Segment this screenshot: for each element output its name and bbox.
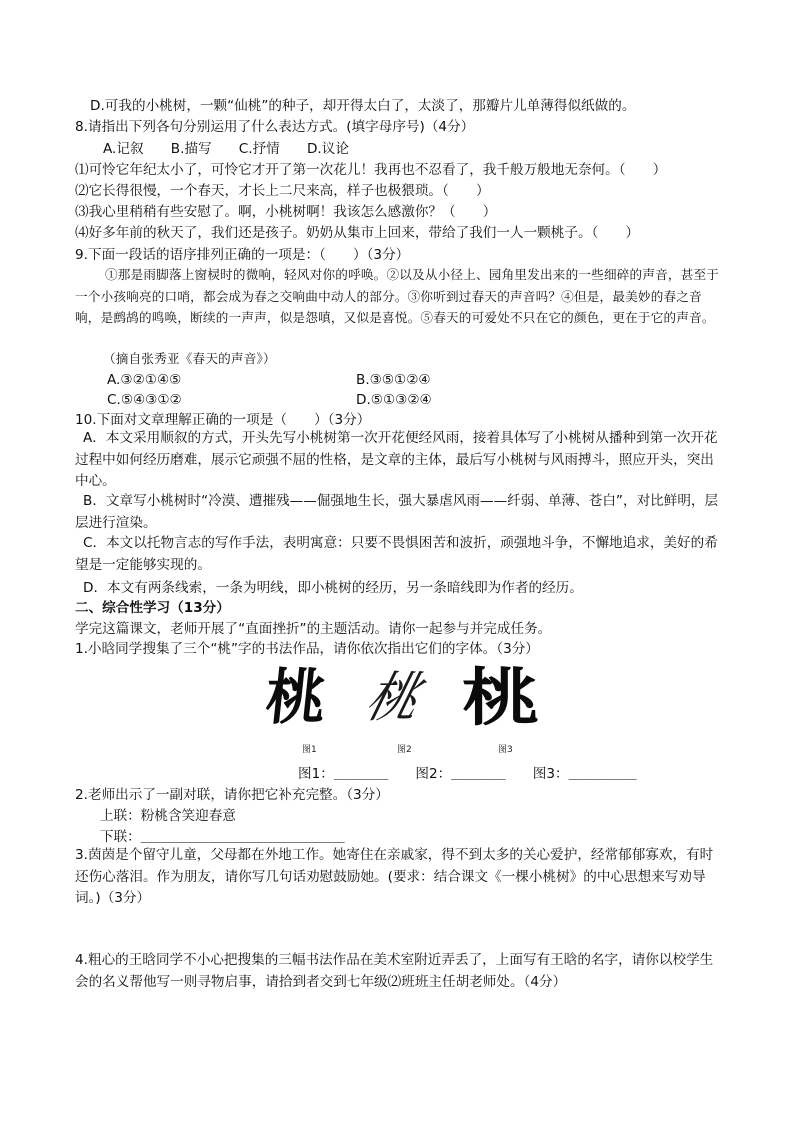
task-1-stem: 1.小晗同学搜集了三个“桃”字的书法作品，请你依次指出它们的字体。（3分） [75, 641, 539, 657]
q9-option-d: D.⑤①③②④ [356, 392, 432, 408]
q10-option-c: C．本文以托物言志的写作手法，表明寓意：只要不畏惧困苦和波折，顽强地斗争，不懈地追求，美好的希望是一定能够实现的。 [75, 535, 718, 573]
q8-item-2: ⑵它长得很慢，一个春天，才长上二尺来高，样子也极猥琐。（ ） [75, 183, 490, 199]
task-1-answer-blanks: 图1：＿＿＿＿ 图2：＿＿＿＿ 图3：＿＿＿＿＿ [298, 766, 637, 782]
q10-stem: 10.下面对文章理解正确的一项是（ ）（3分） [75, 412, 371, 428]
figure-caption-2: 图2 [397, 745, 412, 755]
q9-stem: 9.下面一段话的语序排列正确的一项是：（ ）（3分） [75, 247, 410, 263]
task-3-stem: 3.茵茵是个留守儿童，父母都在外地工作。她寄住在亲戚家，得不到太多的关心爱护，经常郁郁寡欢，有时还伤心落泪。作为朋友，请你写几句话劝慰鼓励她。(要求：结合课文《一棵小桃树》的中心思想来写劝导词。)（3分） [75, 847, 714, 906]
q10-option-b: B．文章写小桃树时“冷漠、遭摧残——倔强地生长，强大暴虐风雨——纤弱、单薄、苍白”，对比鲜明，层层进行渲染。 [75, 493, 719, 531]
couplet-upper: 上联：粉桃含笑迎春意 [100, 808, 236, 824]
section-2-title: 二、综合性学习（13分） [75, 600, 230, 616]
q8-item-3: ⑶我心里稍稍有些安慰了。啊，小桃树啊！我该怎么感激你？（ ） [75, 204, 497, 220]
calligraphy-char-3: 桃 [462, 661, 540, 734]
q8-item-4: ⑷好多年前的秋天了，我们还是孩子。奶奶从集市上回来，带给了我们一人一颗桃子。（ ） [75, 225, 640, 241]
couplet-lower: 下联：＿＿＿＿＿＿＿＿＿＿＿＿＿＿＿ [100, 829, 345, 845]
q9-passage: ①那是雨脚落上窗棂时的微响，轻风对你的呼唤。②以及从小径上、园角里发出来的一些细碎的声音，甚至于一个小孩响亮的口哨，都会成为春之交响曲中动人的部分。③你听到过春天的声音吗？④但是，最美妙的春之音响，是鹧鸪的鸣唤，断续的一声声，似是怨嗔，又似是喜悦。⑤春天的可爱处不只在它的颜色，更在于它的声音。 [75, 267, 720, 325]
q8-options: A.记叙 B.描写 C.抒情 D.议论 [103, 141, 349, 157]
q10-option-a: A．本文采用顺叙的方式，开头先写小桃树第一次开花便经风雨，接着具体写了小桃树从播种到第一次开花过程中如何经历磨难，展示它顽强不屈的性格，是文章的主体，最后写小桃树与风雨搏斗，照应开头，突出中心。 [75, 430, 718, 489]
q7-option-d: D.可我的小桃树，一颗“仙桃”的种子，却开得太白了，太淡了，那瓣片儿单薄得似纸做的。 [90, 98, 636, 114]
q9-option-c: C.⑤④③①② [107, 392, 182, 408]
q9-option-b: B.③⑤①②④ [356, 372, 431, 388]
calligraphy-char-2: 桃 [359, 666, 427, 729]
task-2-stem: 2.老师出示了一副对联，请你把它补充完整。（3分） [75, 787, 389, 803]
figure-caption-3: 图3 [498, 745, 513, 755]
calligraphy-char-1: 桃 [262, 663, 330, 733]
figure-caption-1: 图1 [302, 745, 317, 755]
q8-item-1: ⑴可怜它年纪太小了，可怜它才开了第一次花儿！我再也不忍看了，我千般万般地无奈何。（ ） [75, 162, 667, 178]
q9-source: （摘自张秀亚《春天的声音》） [103, 351, 276, 366]
q10-option-d: D．本文有两条线索，一条为明线，即小桃树的经历，另一条暗线即为作者的经历。 [83, 580, 583, 596]
q9-option-a: A.③②①④⑤ [107, 372, 182, 388]
section-2-intro: 学完这篇课文，老师开展了“直面挫折”的主题活动。请你一起参与并完成任务。 [75, 621, 552, 637]
q8-stem: 8.请指出下列各句分别运用了什么表达方式。(填字母序号)（4分） [75, 119, 475, 135]
task-4-stem: 4.粗心的王晗同学不小心把搜集的三幅书法作品在美术室附近弄丢了，上面写有王晗的名字，请你以校学生会的名义帮他写一则寻物启事，请拾到者交到七年级⑵班班主任胡老师处。（4分） [75, 952, 714, 990]
